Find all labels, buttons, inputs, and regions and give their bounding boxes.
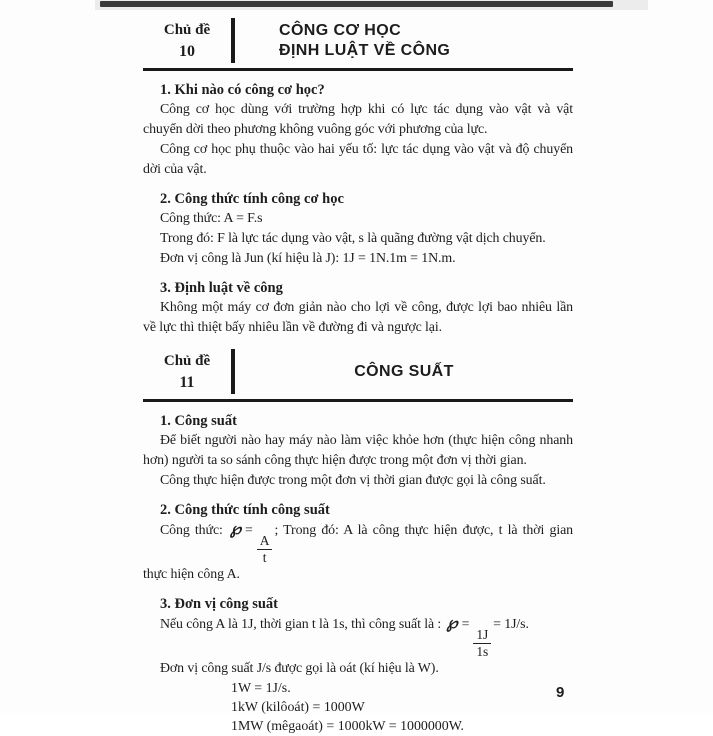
- topic-title: [235, 349, 573, 394]
- formula-line: Công thức: A = F.s: [160, 211, 263, 226]
- section-heading: 2. Công thức tính công suất: [160, 502, 330, 518]
- paragraph: Không một máy cơ đơn giản nào cho lợi về công, được lợi bao nhiêu lần về lực thì thiệt bấy nhiêu lần về đường đi và ngược lại.: [143, 300, 573, 335]
- example-result: = 1J/s.: [493, 617, 529, 632]
- topic-label: Chủ đề: [163, 353, 211, 369]
- fraction-numerator: A: [257, 534, 273, 550]
- formula-lead: Công thức:: [160, 523, 228, 538]
- topic-title: [235, 18, 573, 63]
- topic-title-line: ĐỊNH LUẬT VỀ CÔNG: [279, 41, 451, 59]
- formula-explanation: ; Trong đó: A là công thực hiện được, t là thời gian thực hiện công A.: [143, 523, 573, 582]
- page-number: 9: [556, 684, 565, 701]
- unit-line: 1W = 1J/s.: [231, 681, 291, 696]
- paragraph: Công cơ học dùng với trường hợp khi có lực tác dụng vào vật và vật chuyển dời theo phương không vuông góc với phương của lực.: [143, 102, 573, 137]
- scan-edge-shadow: [100, 1, 613, 7]
- topic-header-11: [143, 349, 573, 402]
- topic-label-box: [143, 349, 231, 394]
- paragraph: Công cơ học phụ thuộc vào hai yếu tố: lực tác dụng vào vật và độ chuyển dời của vật.: [143, 142, 573, 177]
- equals-sign: =: [245, 523, 253, 538]
- power-symbol: ℘: [446, 615, 458, 632]
- fraction-denominator: t: [262, 550, 267, 565]
- page-content: [143, 18, 573, 736]
- paragraph: Đơn vị công suất J/s được gọi là oát (kí hiệu là W).: [160, 661, 439, 676]
- section-heading: 3. Định luật về công: [160, 280, 283, 296]
- unit-definition-line: Đơn vị công là Jun (kí hiệu là J): 1J = 1N.1m = 1N.m.: [160, 251, 456, 266]
- topic-title-line: CÔNG CƠ HỌC: [279, 21, 402, 39]
- power-symbol: ℘: [229, 521, 242, 538]
- section-heading: 2. Công thức tính công cơ học: [160, 191, 344, 207]
- example-lead: Nếu công A là 1J, thời gian t là 1s, thì công suất là :: [160, 617, 445, 632]
- fraction: [473, 628, 491, 659]
- power-formula: [143, 520, 573, 585]
- section-heading: 1. Công suất: [160, 413, 237, 429]
- unit-line: 1kW (kilôoát) = 1000W: [231, 700, 365, 715]
- paragraph: Công thực hiện được trong một đơn vị thời gian được gọi là công suất.: [160, 473, 546, 488]
- power-example: [143, 614, 573, 659]
- section-heading: 3. Đơn vị công suất: [160, 596, 279, 612]
- topic-header-10: [143, 18, 573, 71]
- topic-number: 11: [179, 374, 195, 391]
- fraction: [257, 534, 273, 565]
- topic-title-line: CÔNG SUẤT: [354, 362, 454, 380]
- paragraph: Trong đó: F là lực tác dụng vào vật, s là quãng đường vật dịch chuyển.: [160, 231, 546, 246]
- topic-label-box: [143, 18, 231, 63]
- fraction-numerator: 1J: [473, 628, 491, 644]
- paragraph: Để biết người nào hay máy nào làm việc khỏe hơn (thực hiện công nhanh hơn) người ta so sánh công thực hiện được trong một đơn vị thời gian.: [143, 433, 573, 468]
- unit-line: 1MW (mêgaoát) = 1000kW = 1000000W.: [231, 719, 464, 734]
- fraction-denominator: 1s: [476, 644, 489, 659]
- equals-sign: =: [461, 617, 470, 632]
- topic-label: Chủ đề: [163, 22, 211, 38]
- section-heading: 1. Khi nào có công cơ học?: [160, 82, 325, 98]
- topic-number: 10: [179, 43, 195, 60]
